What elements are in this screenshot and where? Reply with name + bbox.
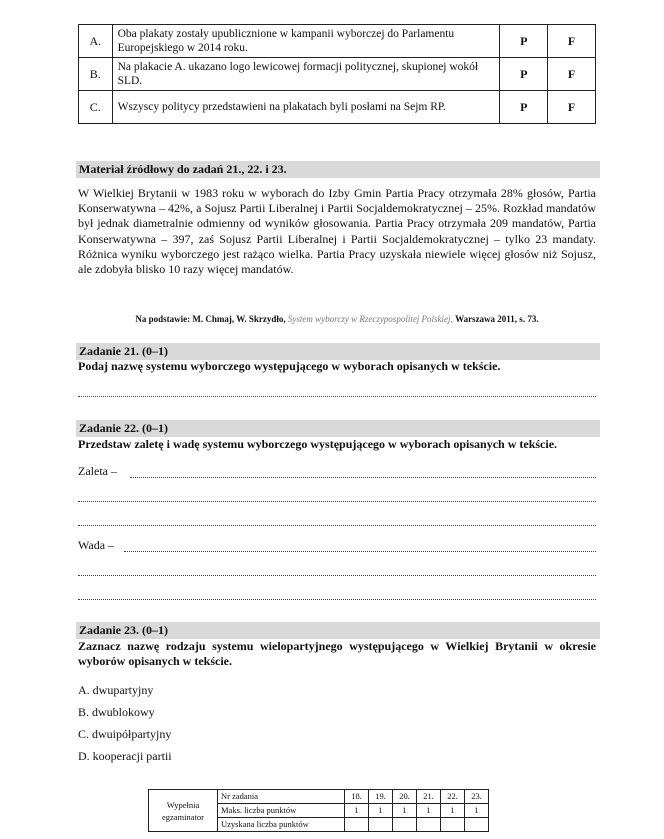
task-number: 21. bbox=[417, 790, 441, 804]
max-points-label: Maks. liczba punktów bbox=[218, 804, 345, 818]
task-number: 19. bbox=[369, 790, 393, 804]
source-citation bbox=[78, 314, 596, 324]
statement-text: Na plakacie A. ukazano logo lewicowej formacji politycznej, skupionej wokół SLD. bbox=[112, 58, 500, 91]
answer-line[interactable] bbox=[78, 395, 596, 397]
obtained-points-label: Uzyskana liczba punktów bbox=[218, 818, 345, 832]
true-false-table bbox=[78, 24, 596, 124]
advantage-label: Zaleta – bbox=[78, 464, 117, 478]
answer-line[interactable] bbox=[78, 598, 596, 600]
false-option[interactable]: F bbox=[548, 25, 596, 58]
answer-line[interactable] bbox=[78, 574, 596, 576]
task-number: 20. bbox=[393, 790, 417, 804]
task-number: 22. bbox=[441, 790, 465, 804]
task23-question: Zaznacz nazwę rodzaju systemu wielopartyjnego występującego w Wielkiej Brytanii w okresie wyborów opisanych w tekście. bbox=[78, 639, 596, 668]
task-number: 23. bbox=[465, 790, 489, 804]
obtained-points-cell[interactable] bbox=[369, 818, 393, 832]
answer-line[interactable] bbox=[124, 550, 596, 552]
task21-question: Podaj nazwę systemu wyborczego występującego w wyborach opisanych w tekście. bbox=[78, 359, 501, 373]
obtained-points-cell[interactable] bbox=[465, 818, 489, 832]
row-letter: C. bbox=[79, 91, 113, 124]
answer-line[interactable] bbox=[78, 500, 596, 502]
max-points: 1 bbox=[465, 804, 489, 818]
answer-line[interactable] bbox=[78, 524, 596, 526]
obtained-points-cell[interactable] bbox=[393, 818, 417, 832]
citation-prefix: Na podstawie: M. Chmaj, W. Skrzydło, bbox=[135, 314, 286, 324]
task22-title: Zadanie 22. (0–1) bbox=[79, 421, 169, 435]
obtained-points-cell[interactable] bbox=[417, 818, 441, 832]
answer-line[interactable] bbox=[130, 476, 596, 478]
citation-suffix: Warszawa 2011, s. 73. bbox=[455, 314, 539, 324]
true-option[interactable]: P bbox=[500, 58, 548, 91]
max-points: 1 bbox=[441, 804, 465, 818]
filler-label: Wypełnia egzaminator bbox=[149, 790, 218, 832]
max-points: 1 bbox=[369, 804, 393, 818]
option-a[interactable]: A. dwupartyjny bbox=[78, 683, 154, 697]
max-points: 1 bbox=[417, 804, 441, 818]
task-number-label: Nr zadania bbox=[218, 790, 345, 804]
max-points: 1 bbox=[393, 804, 417, 818]
false-option[interactable]: F bbox=[548, 91, 596, 124]
option-d[interactable]: D. kooperacji partii bbox=[78, 749, 172, 763]
task23-title: Zadanie 23. (0–1) bbox=[79, 623, 169, 637]
false-option[interactable]: F bbox=[548, 58, 596, 91]
obtained-points-cell[interactable] bbox=[345, 818, 369, 832]
table-row bbox=[79, 58, 596, 91]
citation-title: System wyborczy w Rzeczypospolitej Polskiej, bbox=[287, 314, 453, 324]
score-table bbox=[148, 789, 489, 832]
source-paragraph: W Wielkiej Brytanii w 1983 roku w wyborach do Izby Gmin Partia Pracy otrzymała 28% głosów, Partia Konserwatywna – 42%, a Sojusz Partii Liberalnej i Partii Socjaldemokratycznej – 25%. Rozkład mandatów był jednak diametralnie odmienny od wyników głosowania. Partia Pracy otrzymała 209 mandatów, Partia Konserwatywna – 397, zaś Sojusz Partii Liberalnej i Partii Socjaldemokratycznej – tylko 23 mandaty. Różnica wyniku wyborczego jest rażąco wielka. Partia Pracy uzyskała niewiele więcej głosów niż Sojusz, ale zdobyła blisko 10 razy więcej mandatów. bbox=[78, 186, 596, 277]
table-row bbox=[79, 91, 596, 124]
option-c[interactable]: C. dwuipółpartyjny bbox=[78, 727, 172, 741]
option-b[interactable]: B. dwublokowy bbox=[78, 705, 155, 719]
row-letter: A. bbox=[79, 25, 113, 58]
max-points: 1 bbox=[345, 804, 369, 818]
obtained-points-cell[interactable] bbox=[441, 818, 465, 832]
disadvantage-label: Wada – bbox=[78, 538, 115, 552]
task22-question: Przedstaw zaletę i wadę systemu wyborczego występującego w wyborach opisanych w tekście. bbox=[78, 437, 558, 451]
statement-text: Wszyscy politycy przedstawieni na plakatach byli posłami na Sejm RP. bbox=[112, 91, 500, 124]
statement-text: Oba plakaty zostały upublicznione w kampanii wyborczej do Parlamentu Europejskiego w 2014 roku. bbox=[112, 25, 500, 58]
row-letter: B. bbox=[79, 58, 113, 91]
source-title: Materiał źródłowy do zadań 21., 22. i 23. bbox=[79, 162, 287, 176]
table-row bbox=[79, 25, 596, 58]
true-option[interactable]: P bbox=[500, 91, 548, 124]
true-option[interactable]: P bbox=[500, 25, 548, 58]
task-number: 18. bbox=[345, 790, 369, 804]
task21-title: Zadanie 21. (0–1) bbox=[79, 344, 169, 358]
